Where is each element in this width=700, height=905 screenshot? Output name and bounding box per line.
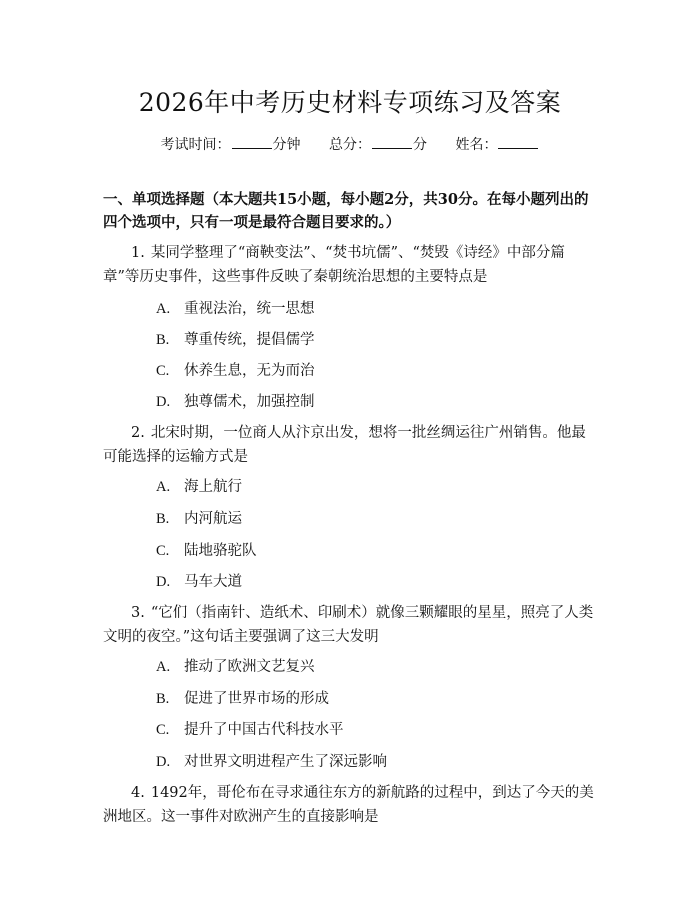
question-number: 4. [131, 785, 145, 801]
exam-time-unit: 分钟 [272, 137, 301, 153]
option-letter: C. [156, 363, 170, 379]
question-text: 北宋时期，一位商人从汴京出发，想将一批丝绸运往广州销售。他最可能选择的运输方式是 [103, 425, 586, 465]
option-letter: A. [156, 301, 171, 317]
option-text: 内河航运 [184, 511, 242, 527]
exam-time-field [161, 134, 301, 154]
option-text: 对世界文明进程产生了深远影响 [184, 754, 387, 770]
question-number: 3. [131, 605, 145, 621]
question-text: 某同学整理了“商鞅变法”、“焚书坑儒”、“焚毁《诗经》中部分篇章”等历史事件，这些事件反映了秦朝统治思想的主要特点是 [103, 245, 565, 285]
question-text: “它们（指南针、造纸术、印刷术）就像三颗耀眼的星星，照亮了人类文明的夜空。”这句话主要强调了这三大发明 [103, 605, 594, 645]
question-4 [103, 782, 600, 829]
total-score-unit: 分 [413, 137, 427, 153]
section-header: 一、单项选择题（本大题共15小题，每小题2分，共30分。在每小题列出的四个选项中，只有一项是最符合题目要求的。） [103, 191, 589, 231]
name-blank [498, 136, 538, 149]
option-3c [156, 718, 344, 739]
option-1b [156, 328, 315, 349]
option-2b [156, 507, 242, 528]
option-text: 重视法治，统一思想 [184, 301, 315, 317]
option-2a [156, 475, 242, 496]
option-letter: B. [156, 511, 170, 527]
option-3b [156, 687, 329, 708]
option-3d [156, 750, 387, 771]
option-text: 尊重传统，提倡儒学 [184, 332, 315, 348]
option-letter: D. [156, 574, 171, 590]
option-text: 海上航行 [184, 479, 242, 495]
option-letter: D. [156, 754, 171, 770]
option-text: 休养生息，无为而治 [184, 363, 315, 379]
option-letter: A. [156, 479, 171, 495]
question-1 [103, 242, 600, 289]
option-1d [156, 390, 315, 411]
option-text: 提升了中国古代科技水平 [184, 722, 344, 738]
option-letter: C. [156, 722, 170, 738]
option-text: 陆地骆驼队 [184, 543, 257, 559]
question-number: 2. [131, 425, 145, 441]
exam-time-blank [232, 136, 272, 149]
option-text: 促进了世界市场的形成 [184, 691, 329, 707]
question-2 [103, 422, 600, 469]
option-text: 马车大道 [184, 574, 242, 590]
option-letter: A. [156, 659, 171, 675]
exam-time-label: 考试时间： [160, 137, 231, 153]
exam-title: 2026年中考历史材料专项练习及答案 [138, 88, 562, 117]
option-letter: C. [156, 543, 170, 559]
option-text: 推动了欧洲文艺复兴 [184, 659, 315, 675]
option-2d [156, 570, 242, 591]
option-letter: D. [156, 394, 171, 410]
total-score-blank [372, 136, 412, 149]
name-field [455, 134, 539, 154]
option-text: 独尊儒术，加强控制 [184, 394, 315, 410]
option-3a [156, 655, 315, 676]
name-label: 姓名： [455, 137, 498, 153]
option-2c [156, 539, 257, 560]
total-score-label: 总分： [329, 137, 371, 153]
exam-info-line [0, 134, 700, 154]
question-text: 1492年，哥伦布在寻求通往东方的新航路的过程中，到达了今天的美洲地区。这一事件对欧洲产生的直接影响是 [103, 785, 594, 825]
option-1a [156, 297, 315, 318]
option-letter: B. [156, 691, 170, 707]
total-score-field [329, 134, 427, 154]
question-3 [103, 602, 600, 649]
question-number: 1. [131, 245, 145, 261]
option-1c [156, 359, 315, 380]
option-letter: B. [156, 332, 170, 348]
